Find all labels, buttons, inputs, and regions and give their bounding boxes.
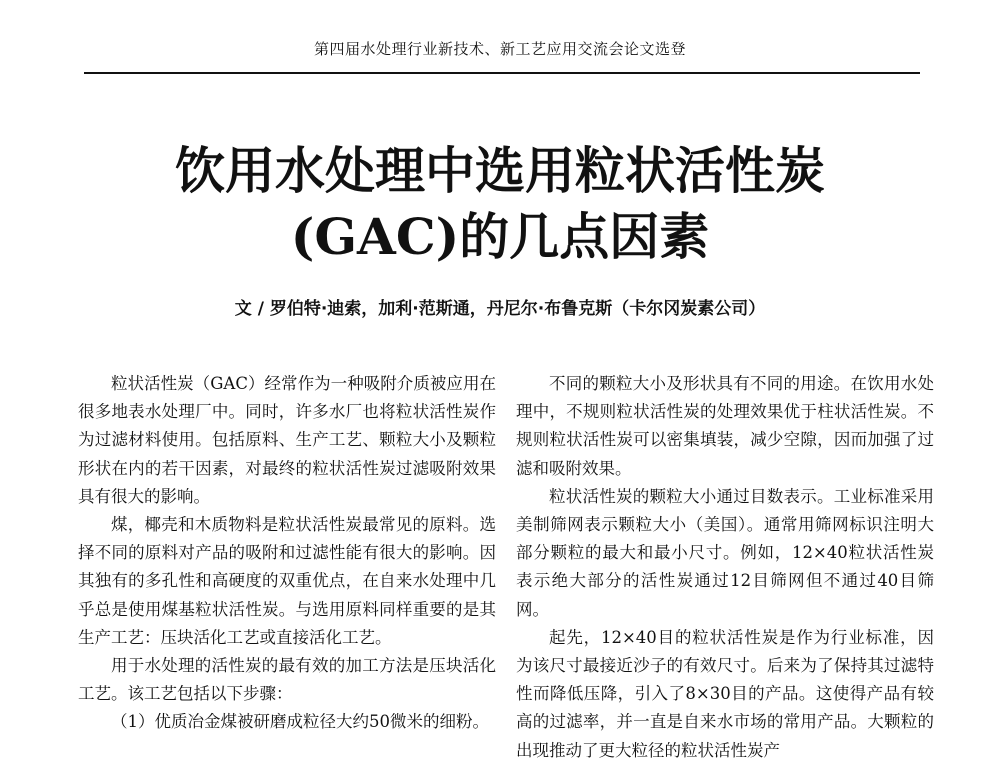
- running-head: 第四届水处理行业新技术、新工艺应用交流会论文选登: [313, 40, 686, 58]
- paragraph: （1）优质冶金煤被研磨成粒径大约50微米的细粉。: [111, 712, 489, 732]
- header-rule: [84, 72, 920, 74]
- article-title: [0, 138, 1000, 270]
- right-column: [516, 370, 934, 765]
- left-column: [78, 370, 496, 737]
- author-byline: 文 / 罗伯特·迪索，加利·范斯通，丹尼尔·布鲁克斯（卡尔冈炭素公司）: [234, 299, 766, 319]
- title-line-1: 饮用水处理中选用粒状活性炭: [175, 141, 825, 200]
- paragraph: 用于水处理的活性炭的最有效的加工方法是压块活化工艺。该工艺包括以下步骤：: [78, 656, 496, 704]
- title-line-2: (GAC)的几点因素: [290, 207, 710, 266]
- paragraph: 粒状活性炭（GAC）经常作为一种吸附介质被应用在很多地表水处理厂中。同时，许多水厂也将粒状活性炭作为过滤材料使用。包括原料、生产工艺、颗粒大小及颗粒形状在内的若干因素，对最终的粒状活性炭过滤吸附效果具有很大的影响。: [78, 374, 496, 506]
- paragraph: 煤，椰壳和木质物料是粒状活性炭最常见的原料。选择不同的原料对产品的吸附和过滤性能有很大的影响。因其独有的多孔性和高硬度的双重优点，在自来水处理中几乎总是使用煤基粒状活性炭。与选用原料同样重要的是其生产工艺：压块活化工艺或直接活化工艺。: [78, 515, 496, 647]
- paragraph: 起先，12×40目的粒状活性炭是作为行业标准，因为该尺寸最接近沙子的有效尺寸。后来为了保持其过滤特性而降低压降，引入了8×30目的产品。这使得产品有较高的过滤率，并一直是自来水市场的常用产品。大颗粒的出现推动了更大粒径的粒状活性炭产: [516, 627, 934, 760]
- paragraph: 粒状活性炭的颗粒大小通过目数表示。工业标准采用美制筛网表示颗粒大小（美国）。通常用筛网标识注明大部分颗粒的最大和最小尺寸。例如，12×40粒状活性炭表示绝大部分的活性炭通过12目筛网但不通过40目筛网。: [516, 486, 934, 619]
- paragraph: 不同的颗粒大小及形状具有不同的用途。在饮用水处理中，不规则粒状活性炭的处理效果优于柱状活性炭。不规则粒状活性炭可以密集填装，减少空隙，因而加强了过滤和吸附效果。: [516, 374, 934, 478]
